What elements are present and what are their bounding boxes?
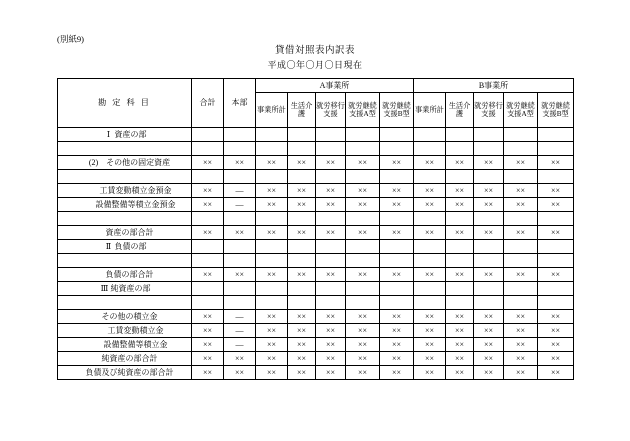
header-b-col-4: 就労継続支援B型 <box>538 93 574 128</box>
value-cell: ×× <box>474 338 504 352</box>
value-cell: ×× <box>538 352 574 366</box>
value-cell: ×× <box>446 184 474 198</box>
row-label: 資産の部 <box>114 129 147 139</box>
value-cell: ×× <box>288 268 316 282</box>
value-cell <box>288 240 316 254</box>
value-cell <box>474 296 504 310</box>
row-label-cell <box>58 338 192 352</box>
value-cell <box>538 212 574 226</box>
value-cell: ×× <box>224 352 256 366</box>
value-cell <box>316 212 346 226</box>
value-cell: ×× <box>504 198 538 212</box>
table-row <box>58 268 574 282</box>
value-cell: ×× <box>474 198 504 212</box>
value-cell: ×× <box>414 352 446 366</box>
value-cell: ×× <box>446 226 474 240</box>
value-cell <box>346 296 380 310</box>
value-cell: ×× <box>504 324 538 338</box>
value-cell: ×× <box>504 338 538 352</box>
value-cell: ×× <box>538 310 574 324</box>
row-label: (2) その他の固定資産 <box>88 157 171 167</box>
value-cell: ×× <box>256 338 288 352</box>
value-cell <box>446 240 474 254</box>
value-cell: ×× <box>256 184 288 198</box>
value-cell: ×× <box>474 184 504 198</box>
value-cell <box>346 128 380 142</box>
value-cell <box>474 128 504 142</box>
header-a-col-4: 就労継続支援B型 <box>380 93 414 128</box>
value-cell: ×× <box>192 184 224 198</box>
row-roman-numeral: Ⅰ <box>106 129 111 139</box>
value-cell: ×× <box>346 338 380 352</box>
value-cell <box>538 240 574 254</box>
value-cell: — <box>224 310 256 324</box>
value-cell <box>474 212 504 226</box>
table-row <box>58 324 574 338</box>
value-cell <box>192 128 224 142</box>
value-cell: ×× <box>380 310 414 324</box>
value-cell: ×× <box>538 184 574 198</box>
value-cell <box>538 254 574 268</box>
value-cell: ×× <box>256 156 288 170</box>
value-cell <box>504 254 538 268</box>
value-cell <box>414 254 446 268</box>
value-cell <box>316 128 346 142</box>
value-cell <box>288 128 316 142</box>
value-cell <box>192 240 224 254</box>
value-cell <box>224 128 256 142</box>
value-cell <box>316 170 346 184</box>
value-cell <box>380 212 414 226</box>
value-cell <box>380 296 414 310</box>
value-cell <box>446 296 474 310</box>
value-cell: ×× <box>192 310 224 324</box>
header-b-col-3: 就労継続支援A型 <box>504 93 538 128</box>
value-cell <box>474 142 504 156</box>
value-cell: ×× <box>380 226 414 240</box>
row-label-cell <box>58 170 192 184</box>
value-cell: ×× <box>316 268 346 282</box>
header-b-col-0: 事業所計 <box>414 93 446 128</box>
value-cell: ×× <box>316 338 346 352</box>
value-cell: ×× <box>316 226 346 240</box>
row-label: 純資産の部 <box>110 283 151 293</box>
table-row <box>58 282 574 296</box>
row-label-cell <box>58 212 192 226</box>
value-cell <box>224 212 256 226</box>
value-cell: ×× <box>538 338 574 352</box>
value-cell: ×× <box>288 338 316 352</box>
value-cell <box>288 254 316 268</box>
table-row <box>58 338 574 352</box>
value-cell <box>316 296 346 310</box>
value-cell: ×× <box>446 324 474 338</box>
value-cell: ×× <box>380 198 414 212</box>
value-cell <box>414 296 446 310</box>
value-cell: ×× <box>316 324 346 338</box>
value-cell <box>346 170 380 184</box>
value-cell: ×× <box>316 352 346 366</box>
value-cell: ×× <box>504 226 538 240</box>
value-cell <box>380 282 414 296</box>
value-cell: ×× <box>288 156 316 170</box>
value-cell: ×× <box>504 310 538 324</box>
value-cell <box>446 254 474 268</box>
value-cell <box>380 254 414 268</box>
row-label-cell <box>58 352 192 366</box>
value-cell: ×× <box>414 310 446 324</box>
value-cell: ×× <box>192 268 224 282</box>
value-cell: ×× <box>474 352 504 366</box>
row-roman-numeral: Ⅱ <box>105 241 112 251</box>
row-label-cell <box>58 226 192 240</box>
form-number: (別紙9) <box>57 34 84 44</box>
table-row <box>58 142 574 156</box>
value-cell: ×× <box>288 366 316 380</box>
value-cell <box>504 212 538 226</box>
row-label-cell <box>58 282 192 296</box>
row-roman-numeral: Ⅲ <box>100 283 109 293</box>
value-cell <box>256 254 288 268</box>
value-cell: ×× <box>474 310 504 324</box>
value-cell <box>380 128 414 142</box>
value-cell: ×× <box>380 366 414 380</box>
value-cell <box>256 142 288 156</box>
value-cell: — <box>224 184 256 198</box>
table-row <box>58 226 574 240</box>
value-cell: ×× <box>192 156 224 170</box>
table-row <box>58 310 574 324</box>
row-label: 負債の部 <box>114 241 147 251</box>
value-cell <box>224 296 256 310</box>
value-cell <box>446 142 474 156</box>
value-cell: ×× <box>380 338 414 352</box>
value-cell: ×× <box>380 324 414 338</box>
value-cell <box>538 142 574 156</box>
header-total: 合計 <box>192 79 224 128</box>
value-cell: ×× <box>192 352 224 366</box>
table-row <box>58 352 574 366</box>
value-cell: ×× <box>380 184 414 198</box>
value-cell <box>256 282 288 296</box>
value-cell: ×× <box>446 268 474 282</box>
value-cell: ×× <box>380 268 414 282</box>
value-cell <box>380 142 414 156</box>
row-label: その他の積立金 <box>101 311 158 321</box>
value-cell: ×× <box>192 366 224 380</box>
header-a-col-1: 生活介護 <box>288 93 316 128</box>
row-label: 負債及び純資産の部合計 <box>85 367 174 377</box>
value-cell <box>316 254 346 268</box>
row-label-cell <box>58 324 192 338</box>
value-cell <box>414 128 446 142</box>
value-cell: ×× <box>224 268 256 282</box>
value-cell: ×× <box>288 198 316 212</box>
table-row <box>58 366 574 380</box>
value-cell <box>256 128 288 142</box>
value-cell: ×× <box>256 352 288 366</box>
value-cell: ×× <box>256 226 288 240</box>
value-cell: ×× <box>446 156 474 170</box>
row-label-cell <box>58 268 192 282</box>
table-row <box>58 170 574 184</box>
header-b-col-2: 就労移行支援 <box>474 93 504 128</box>
header-a-col-2: 就労移行支援 <box>316 93 346 128</box>
row-label-cell <box>58 198 192 212</box>
value-cell: ×× <box>414 338 446 352</box>
value-cell: ×× <box>538 366 574 380</box>
value-cell: ×× <box>380 352 414 366</box>
value-cell: ×× <box>474 268 504 282</box>
value-cell <box>288 142 316 156</box>
value-cell: ×× <box>316 156 346 170</box>
value-cell <box>538 128 574 142</box>
value-cell <box>504 142 538 156</box>
value-cell: ×× <box>538 324 574 338</box>
value-cell: ×× <box>288 184 316 198</box>
row-label-cell <box>58 128 192 142</box>
value-cell: ×× <box>446 198 474 212</box>
value-cell: ×× <box>316 366 346 380</box>
value-cell <box>504 128 538 142</box>
value-cell <box>474 254 504 268</box>
value-cell: ×× <box>538 268 574 282</box>
value-cell <box>346 212 380 226</box>
value-cell: ×× <box>414 156 446 170</box>
value-cell: ×× <box>504 156 538 170</box>
value-cell: ×× <box>288 310 316 324</box>
value-cell: ×× <box>346 156 380 170</box>
value-cell: ×× <box>346 366 380 380</box>
value-cell <box>446 212 474 226</box>
row-label-cell <box>58 184 192 198</box>
value-cell <box>346 282 380 296</box>
row-label-cell <box>58 310 192 324</box>
header-group-b: B事業所 <box>414 79 574 93</box>
value-cell <box>224 142 256 156</box>
row-label: 負債の部合計 <box>105 269 154 279</box>
header-kamoku: 勘 定 科 目 <box>58 79 192 128</box>
value-cell <box>192 142 224 156</box>
row-label: 工賃変動積立金 <box>107 325 164 335</box>
value-cell: ×× <box>346 198 380 212</box>
value-cell <box>446 128 474 142</box>
value-cell <box>504 240 538 254</box>
value-cell <box>414 170 446 184</box>
value-cell <box>538 170 574 184</box>
value-cell <box>256 240 288 254</box>
header-a-col-3: 就労継続支援A型 <box>346 93 380 128</box>
row-label-cell <box>58 254 192 268</box>
value-cell: ×× <box>346 310 380 324</box>
value-cell: — <box>224 324 256 338</box>
table-row <box>58 184 574 198</box>
value-cell: ×× <box>414 268 446 282</box>
value-cell: ×× <box>504 184 538 198</box>
table-row <box>58 296 574 310</box>
value-cell <box>192 212 224 226</box>
value-cell: ×× <box>474 366 504 380</box>
value-cell <box>446 282 474 296</box>
value-cell: ×× <box>446 366 474 380</box>
row-label: 設備整備等積立金預金 <box>95 199 176 209</box>
value-cell: ×× <box>504 268 538 282</box>
value-cell: ×× <box>256 198 288 212</box>
value-cell: ×× <box>414 198 446 212</box>
value-cell <box>256 296 288 310</box>
value-cell: ×× <box>414 324 446 338</box>
value-cell <box>504 282 538 296</box>
value-cell: ×× <box>192 338 224 352</box>
value-cell <box>474 240 504 254</box>
row-label-cell <box>58 366 192 380</box>
value-cell <box>316 282 346 296</box>
value-cell: ×× <box>538 156 574 170</box>
value-cell: ×× <box>316 198 346 212</box>
value-cell: ×× <box>192 324 224 338</box>
value-cell <box>538 282 574 296</box>
value-cell <box>504 296 538 310</box>
value-cell <box>256 212 288 226</box>
value-cell: ×× <box>414 184 446 198</box>
value-cell <box>192 170 224 184</box>
title-block <box>0 44 630 72</box>
row-label-cell <box>58 296 192 310</box>
header-honbu: 本部 <box>224 79 256 128</box>
value-cell: ×× <box>380 156 414 170</box>
value-cell: ×× <box>446 310 474 324</box>
value-cell: ×× <box>256 324 288 338</box>
value-cell <box>224 282 256 296</box>
value-cell <box>316 240 346 254</box>
value-cell: ×× <box>316 184 346 198</box>
value-cell: ×× <box>446 352 474 366</box>
row-label-cell <box>58 240 192 254</box>
row-label: 工賃変動積立金預金 <box>99 185 172 195</box>
value-cell <box>288 170 316 184</box>
table-row <box>58 156 574 170</box>
header-b-col-1: 生活介護 <box>446 93 474 128</box>
table-row <box>58 212 574 226</box>
value-cell: ×× <box>414 366 446 380</box>
value-cell <box>224 240 256 254</box>
table-row <box>58 240 574 254</box>
value-cell: ×× <box>346 268 380 282</box>
value-cell: ×× <box>474 226 504 240</box>
value-cell: ×× <box>256 310 288 324</box>
value-cell <box>474 282 504 296</box>
value-cell <box>446 170 474 184</box>
value-cell: ×× <box>224 366 256 380</box>
value-cell: ×× <box>256 268 288 282</box>
balance-sheet-breakdown-table <box>57 78 574 380</box>
value-cell <box>288 212 316 226</box>
value-cell <box>288 282 316 296</box>
value-cell <box>538 296 574 310</box>
table-header-row-1 <box>58 79 574 93</box>
value-cell: ×× <box>346 352 380 366</box>
value-cell <box>192 296 224 310</box>
row-label: 資産の部合計 <box>105 227 154 237</box>
value-cell: ×× <box>346 226 380 240</box>
value-cell <box>224 254 256 268</box>
header-a-col-0: 事業所計 <box>256 93 288 128</box>
value-cell: ×× <box>288 352 316 366</box>
row-label-cell <box>58 142 192 156</box>
value-cell: ×× <box>474 156 504 170</box>
row-label-cell <box>58 156 192 170</box>
value-cell: — <box>224 338 256 352</box>
table-body <box>58 128 574 380</box>
value-cell: ×× <box>192 226 224 240</box>
value-cell: ×× <box>504 366 538 380</box>
value-cell: ×× <box>288 226 316 240</box>
value-cell <box>380 240 414 254</box>
value-cell <box>256 170 288 184</box>
value-cell: ×× <box>346 324 380 338</box>
value-cell <box>346 254 380 268</box>
table-row <box>58 254 574 268</box>
table-row <box>58 198 574 212</box>
value-cell: ×× <box>256 366 288 380</box>
value-cell: ×× <box>288 324 316 338</box>
value-cell <box>316 142 346 156</box>
value-cell <box>192 254 224 268</box>
value-cell <box>224 170 256 184</box>
value-cell <box>414 142 446 156</box>
row-label: 純資産の部合計 <box>101 353 158 363</box>
value-cell <box>192 282 224 296</box>
value-cell <box>504 170 538 184</box>
value-cell: ×× <box>346 184 380 198</box>
value-cell: ×× <box>224 156 256 170</box>
value-cell: ×× <box>446 338 474 352</box>
value-cell: — <box>224 198 256 212</box>
value-cell <box>474 170 504 184</box>
value-cell <box>346 142 380 156</box>
value-cell <box>414 212 446 226</box>
page-title: 貸借対照表内訳表 <box>274 46 355 56</box>
value-cell: ×× <box>538 198 574 212</box>
header-group-a: A事業所 <box>256 79 414 93</box>
row-label: 設備整備等積立金 <box>103 339 168 349</box>
value-cell: ×× <box>224 226 256 240</box>
value-cell <box>414 240 446 254</box>
value-cell: ×× <box>316 310 346 324</box>
table-row <box>58 128 574 142</box>
value-cell <box>414 282 446 296</box>
value-cell <box>346 240 380 254</box>
value-cell: ×× <box>474 324 504 338</box>
value-cell: ×× <box>538 226 574 240</box>
value-cell <box>380 170 414 184</box>
value-cell: ×× <box>192 198 224 212</box>
value-cell <box>288 296 316 310</box>
as-of-date: 平成〇年〇月〇日現在 <box>267 60 363 70</box>
value-cell: ×× <box>414 226 446 240</box>
value-cell: ×× <box>504 352 538 366</box>
